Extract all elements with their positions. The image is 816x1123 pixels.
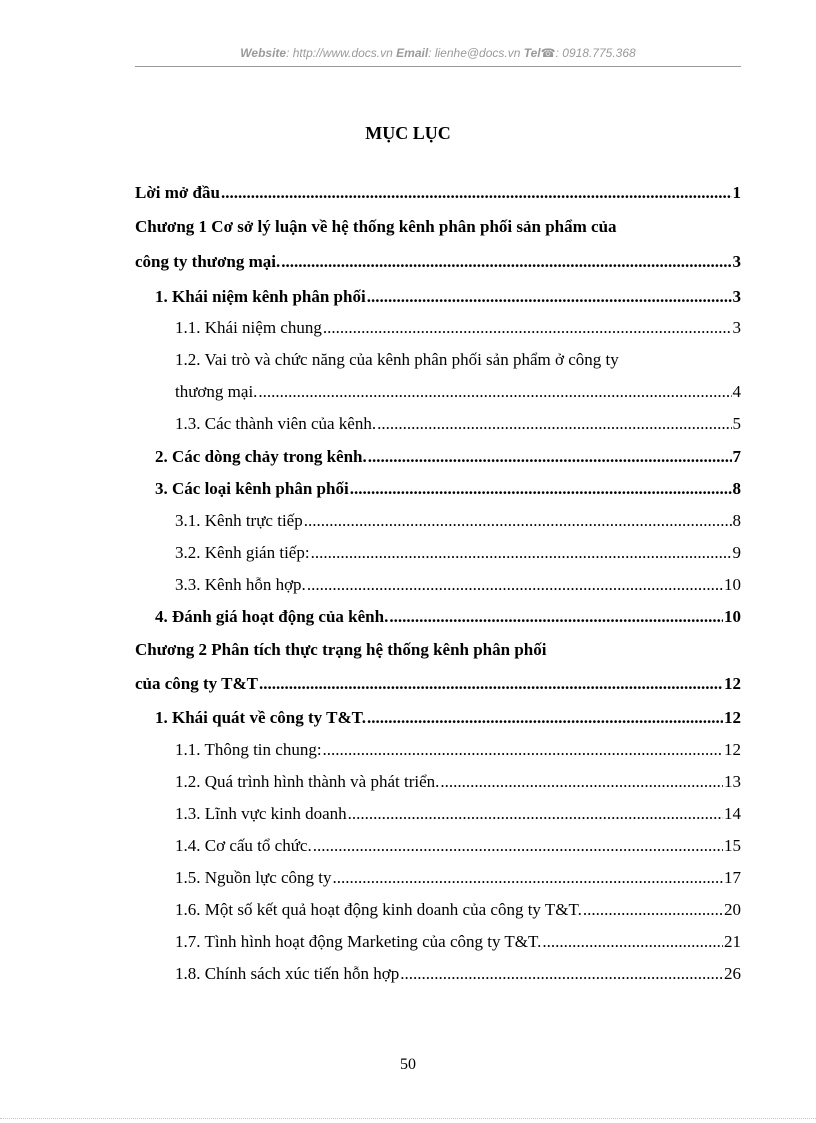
toc-entry-page: 3	[732, 287, 741, 306]
toc-chapter-1	[135, 250, 741, 274]
toc-subsection-1-3	[175, 412, 741, 436]
website-label: Website	[240, 46, 287, 60]
dot-leader	[368, 445, 732, 469]
toc-subsection-2-1-5	[175, 866, 741, 890]
toc-entry-page: 8	[732, 479, 741, 498]
page-title: MỤC LỤC	[365, 123, 451, 143]
toc-section-1	[155, 285, 741, 309]
dot-leader	[323, 738, 723, 762]
tel-value: ☎: 0918.775.368	[540, 46, 636, 60]
toc-section-3	[155, 477, 741, 501]
dot-leader	[323, 316, 732, 340]
toc-entry-page: 21	[724, 932, 741, 951]
toc-entry-page: 14	[724, 804, 741, 823]
toc-section-2	[155, 445, 741, 469]
toc-entry-page: 17	[724, 868, 741, 887]
toc-entry-text: 3. Các loại kênh phân phối	[155, 479, 349, 498]
toc-entry-text: 1.8. Chính sách xúc tiến hỗn hợp	[175, 964, 400, 983]
toc-entry-text: 1.3. Lĩnh vực kinh doanh	[175, 804, 347, 823]
toc-entry-page: 10	[724, 607, 741, 626]
toc-subsection-1-2-line-1: 1.2. Vai trò và chức năng của kênh phân phối sản phẩm ở công ty	[175, 350, 619, 369]
toc-entry-page: 12	[724, 740, 741, 759]
toc-section-2-1	[155, 706, 741, 730]
toc-entry-page: 26	[724, 964, 741, 983]
website-value: : http://www.docs.vn	[286, 46, 393, 60]
dot-leader	[281, 250, 731, 274]
toc-subsection-2-1-2	[175, 770, 741, 794]
toc-entry-page: 3	[732, 252, 741, 271]
toc-entry-text: 1.7. Tình hình hoạt động Marketing của công ty T&T.	[175, 932, 542, 951]
toc-subsection-2-1-7	[175, 930, 741, 954]
tel-label: Tel	[523, 46, 541, 60]
dot-leader	[304, 509, 732, 533]
dot-leader	[367, 285, 732, 309]
toc-subsection-3-1	[175, 509, 741, 533]
toc-entry-text: 1.1. Thông tin chung:	[175, 740, 322, 759]
toc-entry-page: 1	[732, 183, 741, 202]
toc-subsection-2-1-1	[175, 738, 741, 762]
dot-leader	[258, 380, 731, 404]
toc-entry-text: 1.2. Quá trình hình thành và phát triển.	[175, 772, 440, 791]
toc-subsection-2-1-3	[175, 802, 741, 826]
toc-entry-page: 3	[732, 318, 741, 337]
dot-leader	[259, 672, 723, 696]
toc-subsection-2-1-6	[175, 898, 741, 922]
dot-leader	[311, 541, 732, 565]
toc-entry-page: 10	[724, 575, 741, 594]
toc-entry-text: 1. Khái quát về công ty T&T.	[155, 708, 366, 727]
toc-entry-page: 5	[732, 414, 741, 433]
toc-entry-text: 1.5. Nguồn lực công ty	[175, 868, 332, 887]
dot-leader	[400, 962, 723, 986]
toc-entry-text: 1.6. Một số kết quả hoạt động kinh doanh của công ty T&T.	[175, 900, 582, 919]
toc-entry-text: 3.3. Kênh hỗn hợp.	[175, 575, 306, 594]
dot-leader	[542, 930, 723, 954]
dot-leader	[583, 898, 723, 922]
toc-entry-text: 3.2. Kênh gián tiếp:	[175, 543, 310, 562]
dot-leader	[221, 181, 732, 205]
toc-entry-page: 20	[724, 900, 741, 919]
toc-entry-text: 1.4. Cơ cấu tổ chức.	[175, 836, 312, 855]
dot-leader	[313, 834, 723, 858]
toc-subsection-3-3	[175, 573, 741, 597]
toc-entry-text: Lời mở đầu	[135, 183, 220, 202]
toc-entry-text: 1.1. Khái niệm chung	[175, 318, 322, 337]
dot-leader	[350, 477, 732, 501]
toc-entry-text: thương mại.	[175, 382, 258, 401]
dot-leader	[307, 573, 723, 597]
toc-entry-text: 2. Các dòng chảy trong kênh.	[155, 447, 367, 466]
page-number: 50	[400, 1056, 416, 1073]
toc-entry-page: 12	[724, 674, 741, 693]
toc-entry-page: 13	[724, 772, 741, 791]
toc-entry-intro	[135, 181, 741, 205]
dot-leader	[348, 802, 723, 826]
dot-leader	[377, 412, 731, 436]
toc-entry-text: 1.3. Các thành viên của kênh.	[175, 414, 377, 433]
email-value: : lienhe@docs.vn	[428, 46, 521, 60]
toc-chapter-2	[135, 672, 741, 696]
dot-leader	[333, 866, 723, 890]
toc-entry-text: 4. Đánh giá hoạt động của kênh.	[155, 607, 389, 626]
dot-leader	[389, 605, 723, 629]
toc-subsection-2-1-8	[175, 962, 741, 986]
email-label: Email	[396, 46, 429, 60]
footer-divider	[0, 1118, 816, 1119]
dot-leader	[440, 770, 723, 794]
toc-entry-page: 7	[732, 447, 741, 466]
toc-subsection-2-1-4	[175, 834, 741, 858]
toc-entry-text: 3.1. Kênh trực tiếp	[175, 511, 303, 530]
toc-section-4	[155, 605, 741, 629]
toc-chapter-1-line-1: Chương 1 Cơ sở lý luận về hệ thống kênh phân phối sản phẩm của	[135, 217, 617, 236]
dot-leader	[367, 706, 723, 730]
toc-subsection-1-2	[175, 380, 741, 404]
toc-entry-page: 9	[732, 543, 741, 562]
toc-chapter-2-line-1: Chương 2 Phân tích thực trạng hệ thống kênh phân phối	[135, 640, 547, 659]
toc-entry-text: 1. Khái niệm kênh phân phối	[155, 287, 366, 306]
toc-subsection-1-1	[175, 316, 741, 340]
toc-entry-text: công ty thương mại.	[135, 252, 281, 271]
toc-entry-page: 15	[724, 836, 741, 855]
toc-entry-page: 4	[732, 382, 741, 401]
toc-subsection-3-2	[175, 541, 741, 565]
toc-entry-page: 12	[724, 708, 741, 727]
toc-entry-text: của công ty T&T	[135, 674, 258, 693]
toc-entry-page: 8	[732, 511, 741, 530]
